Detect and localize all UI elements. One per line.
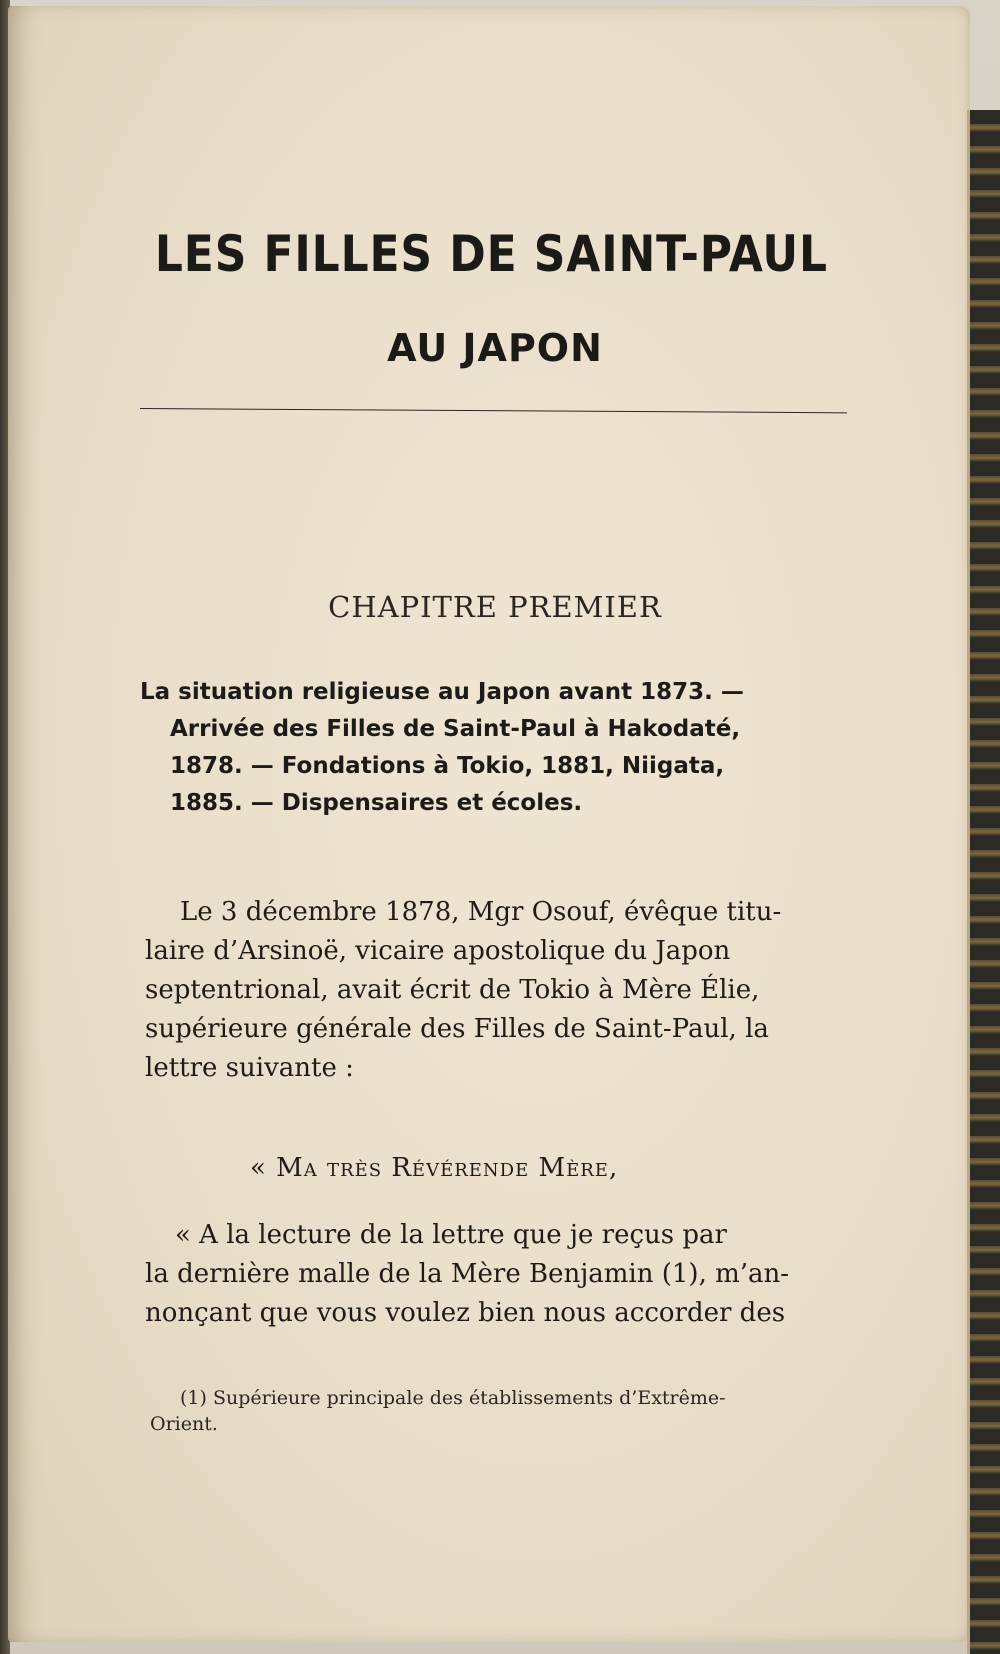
footnote xyxy=(150,1385,860,1437)
paragraph-line: la dernière malle de la Mère Benjamin (1), m’an- xyxy=(145,1259,790,1289)
summary-line: La situation religieuse au Japon avant 1873. — xyxy=(140,679,744,705)
paragraph-line: laire d’Arsinoë, vicaire apostolique du Japon xyxy=(145,936,731,966)
paragraph-line: « A la lecture de la lettre que je reçus par xyxy=(175,1220,727,1250)
summary-line: Arrivée des Filles de Saint-Paul à Hakodaté, xyxy=(170,716,741,742)
title-line-1: LES FILLES DE SAINT-PAUL xyxy=(154,225,828,283)
paragraph-line: supérieure générale des Filles de Saint-Paul, la xyxy=(145,1014,769,1044)
paragraph-line: Le 3 décembre 1878, Mgr Osouf, évêque titu- xyxy=(180,897,782,927)
chapter-heading: CHAPITRE PREMIER xyxy=(328,590,662,624)
summary-line: 1885. — Dispensaires et écoles. xyxy=(170,790,583,816)
letter-salutation: « Ma très Révérende Mère, xyxy=(250,1153,619,1183)
paragraph-line: nonçant que vous voulez bien nous accorder des xyxy=(145,1298,786,1328)
paragraph-1 xyxy=(145,893,860,1088)
summary-line: 1878. — Fondations à Tokio, 1881, Niigata, xyxy=(170,753,725,779)
title-line-2: AU JAPON xyxy=(387,326,603,370)
chapter-summary xyxy=(140,674,860,822)
footnote-line: (1) Supérieure principale des établissements d’Extrême- xyxy=(180,1387,726,1409)
paragraph-line: lettre suivante : xyxy=(145,1053,354,1083)
book-edge xyxy=(967,110,1000,1654)
footnote-line: Orient. xyxy=(150,1413,218,1435)
paragraph-line: septentrional, avait écrit de Tokio à Mère Élie, xyxy=(145,975,760,1005)
paragraph-2 xyxy=(145,1216,860,1333)
